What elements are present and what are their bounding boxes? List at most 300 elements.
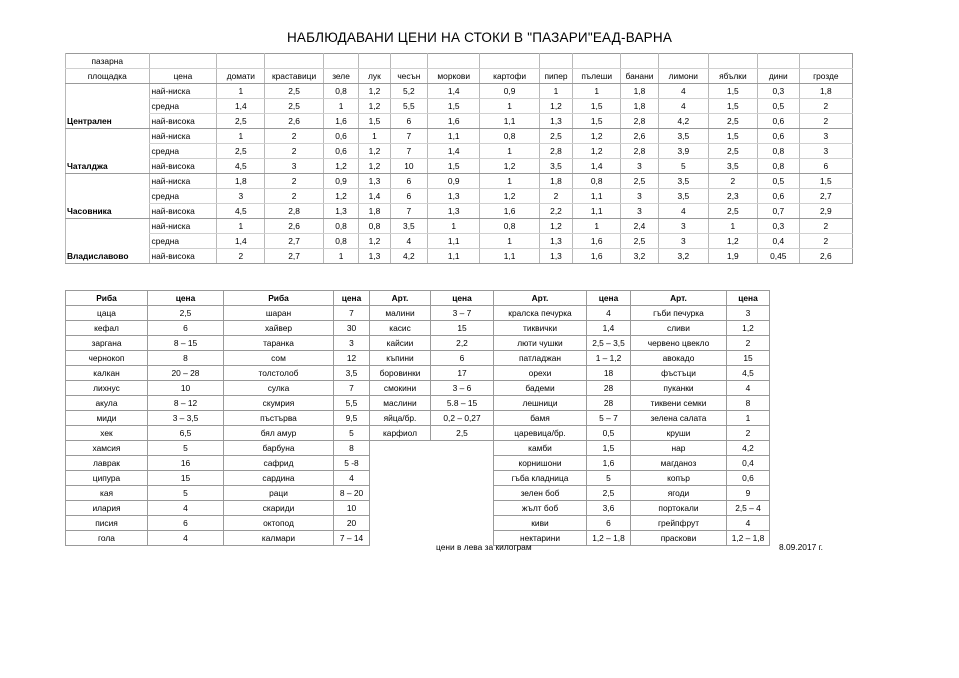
goods-price: 8 <box>148 351 224 366</box>
goods-header-row <box>66 291 770 306</box>
goods-price: 20 <box>334 516 370 531</box>
goods-price: 5 <box>148 486 224 501</box>
goods-name: царевица/бр. <box>494 426 587 441</box>
price-cell: 1,6 <box>573 249 621 264</box>
price-cell: 1,2 <box>359 159 390 174</box>
goods-price: 15 <box>727 351 770 366</box>
goods-price: 2,5 – 4 <box>727 501 770 516</box>
price-cell: 6 <box>390 189 428 204</box>
price-cell: 1 <box>428 219 480 234</box>
goods-name: бамя <box>494 411 587 426</box>
goods-row <box>66 381 770 396</box>
price-cell: 0,3 <box>757 219 799 234</box>
market-name: Чаталджа <box>66 159 150 174</box>
price-cell: 3 <box>621 204 659 219</box>
price-cell: 1,2 <box>359 234 390 249</box>
report-date: 8.09.2017 г. <box>779 542 823 552</box>
price-cell: 3,5 <box>658 129 708 144</box>
price-cell: 1,5 <box>573 99 621 114</box>
goods-name: тиквички <box>494 321 587 336</box>
goods-name: сардина <box>224 471 334 486</box>
price-cell: 1 <box>480 174 539 189</box>
price-cell: 1,2 <box>359 144 390 159</box>
price-cell: 1,4 <box>428 144 480 159</box>
price-cell: 0,6 <box>323 144 358 159</box>
goods-name: лешници <box>494 396 587 411</box>
price-cell: 1 <box>539 84 572 99</box>
price-cell: 1,2 <box>573 129 621 144</box>
goods-row <box>66 396 770 411</box>
goods-name: шаран <box>224 306 334 321</box>
price-cell: 5,2 <box>390 84 428 99</box>
price-cell: 0,5 <box>757 174 799 189</box>
goods-price: 9,5 <box>334 411 370 426</box>
price-cell: 3 <box>799 144 852 159</box>
goods-price: 3 <box>727 306 770 321</box>
goods-name: касис <box>370 321 431 336</box>
column-header: чесън <box>390 69 428 84</box>
price-cell: 1 <box>323 99 358 114</box>
header-spacer <box>265 54 323 69</box>
price-cell: 3 <box>217 189 265 204</box>
market-row <box>66 159 853 174</box>
price-cell: 1,2 <box>539 219 572 234</box>
goods-price: 28 <box>587 396 631 411</box>
header-spacer <box>149 54 217 69</box>
price-cell: 2,5 <box>265 99 323 114</box>
goods-row <box>66 456 770 471</box>
goods-name: портокали <box>631 501 727 516</box>
goods-row <box>66 321 770 336</box>
goods-price: 17 <box>431 366 494 381</box>
price-cell: 2,3 <box>708 189 757 204</box>
goods-price: 6 <box>587 516 631 531</box>
goods-price: 4,5 <box>727 366 770 381</box>
goods-price: 1 <box>727 411 770 426</box>
goods-name: корнишони <box>494 456 587 471</box>
column-header: моркови <box>428 69 480 84</box>
header-spacer <box>217 54 265 69</box>
price-cell: 1,1 <box>428 249 480 264</box>
goods-name: гъба кладница <box>494 471 587 486</box>
goods-price: 5 <box>148 441 224 456</box>
goods-price: 3 – 6 <box>431 381 494 396</box>
price-cell: 0,6 <box>757 189 799 204</box>
goods-price: 5 – 7 <box>587 411 631 426</box>
column-header: лук <box>359 69 390 84</box>
price-level: най-ниска <box>149 219 217 234</box>
goods-name: магданоз <box>631 456 727 471</box>
price-cell: 1,3 <box>428 204 480 219</box>
price-cell: 2,2 <box>539 204 572 219</box>
goods-column-header: Арт. <box>494 291 587 306</box>
market-row <box>66 129 853 144</box>
goods-name <box>370 471 431 486</box>
goods-price: 3 <box>334 336 370 351</box>
price-cell: 1 <box>480 144 539 159</box>
goods-price: 8 – 12 <box>148 396 224 411</box>
goods-price: 2,5 <box>587 486 631 501</box>
price-cell: 0,8 <box>323 84 358 99</box>
goods-name: бадеми <box>494 381 587 396</box>
market-name <box>66 84 150 99</box>
price-cell: 1 <box>573 219 621 234</box>
price-cell: 2,6 <box>265 114 323 129</box>
goods-row <box>66 306 770 321</box>
goods-row <box>66 516 770 531</box>
price-cell: 1,9 <box>708 249 757 264</box>
price-cell: 1,3 <box>359 174 390 189</box>
price-cell: 4 <box>658 99 708 114</box>
market-name <box>66 129 150 144</box>
goods-row <box>66 471 770 486</box>
price-cell: 1,6 <box>480 204 539 219</box>
goods-column-header: цена <box>727 291 770 306</box>
header-row-2 <box>66 69 853 84</box>
goods-column-header: Риба <box>224 291 334 306</box>
price-cell: 2,8 <box>621 144 659 159</box>
price-cell: 2 <box>799 114 852 129</box>
goods-name <box>370 456 431 471</box>
goods-name: калмари <box>224 531 334 546</box>
goods-price: 7 <box>334 381 370 396</box>
goods-price: 1,2 <box>727 321 770 336</box>
price-cell: 2,5 <box>217 144 265 159</box>
goods-price: 8 – 20 <box>334 486 370 501</box>
goods-name: лаврак <box>66 456 148 471</box>
goods-name: патладжан <box>494 351 587 366</box>
goods-name: ягоди <box>631 486 727 501</box>
price-cell: 1,8 <box>621 99 659 114</box>
header-spacer <box>799 54 852 69</box>
price-cell: 2,8 <box>539 144 572 159</box>
price-cell: 0,9 <box>480 84 539 99</box>
goods-column-header: Арт. <box>370 291 431 306</box>
goods-name: сулка <box>224 381 334 396</box>
goods-name: люти чушки <box>494 336 587 351</box>
goods-price: 8 <box>334 441 370 456</box>
goods-price: 12 <box>334 351 370 366</box>
price-cell: 1 <box>480 234 539 249</box>
price-cell: 0,3 <box>757 84 799 99</box>
goods-price: 4 <box>727 381 770 396</box>
price-cell: 0,9 <box>323 174 358 189</box>
goods-name: круши <box>631 426 727 441</box>
goods-price: 5.8 – 15 <box>431 396 494 411</box>
goods-price: 4 <box>727 516 770 531</box>
goods-name: нектарини <box>494 531 587 546</box>
price-cell: 1,2 <box>480 159 539 174</box>
price-level: средна <box>149 99 217 114</box>
goods-price: 6 <box>148 516 224 531</box>
price-cell: 0,7 <box>757 204 799 219</box>
price-cell: 4 <box>658 84 708 99</box>
goods-name: жълт боб <box>494 501 587 516</box>
goods-name: таранка <box>224 336 334 351</box>
price-cell: 1,6 <box>573 234 621 249</box>
price-cell: 1,1 <box>428 129 480 144</box>
column-header: пипер <box>539 69 572 84</box>
price-cell: 1,5 <box>799 174 852 189</box>
market-row <box>66 204 853 219</box>
market-name <box>66 219 150 234</box>
market-row <box>66 144 853 159</box>
goods-name: толстолоб <box>224 366 334 381</box>
goods-name <box>370 516 431 531</box>
goods-column-header: цена <box>148 291 224 306</box>
price-cell: 6 <box>390 114 428 129</box>
price-cell: 2,5 <box>708 204 757 219</box>
goods-name: гола <box>66 531 148 546</box>
goods-price: 10 <box>148 381 224 396</box>
price-cell: 0,8 <box>757 144 799 159</box>
price-cell: 1,2 <box>539 99 572 114</box>
goods-price: 2 <box>727 336 770 351</box>
market-row <box>66 84 853 99</box>
price-cell: 3 <box>621 189 659 204</box>
goods-name: раци <box>224 486 334 501</box>
goods-column-header: цена <box>334 291 370 306</box>
goods-price: 20 – 28 <box>148 366 224 381</box>
price-cell: 0,8 <box>480 219 539 234</box>
goods-price: 3,6 <box>587 501 631 516</box>
price-cell: 1,6 <box>323 114 358 129</box>
goods-name: зелен боб <box>494 486 587 501</box>
market-name: Централен <box>66 114 150 129</box>
market-row <box>66 114 853 129</box>
goods-name: авокадо <box>631 351 727 366</box>
goods-price: 6 <box>148 321 224 336</box>
price-cell: 1,2 <box>708 234 757 249</box>
goods-price: 1,2 – 1,8 <box>587 531 631 546</box>
goods-price <box>431 441 494 456</box>
goods-name: кайсии <box>370 336 431 351</box>
price-cell: 1,2 <box>359 84 390 99</box>
goods-price: 4 <box>587 306 631 321</box>
goods-price: 3,5 <box>334 366 370 381</box>
price-level: най-ниска <box>149 84 217 99</box>
goods-price: 4,2 <box>727 441 770 456</box>
goods-name: малини <box>370 306 431 321</box>
price-cell: 1,4 <box>428 84 480 99</box>
price-cell: 1,8 <box>359 204 390 219</box>
column-header: лимони <box>658 69 708 84</box>
price-cell: 1,1 <box>573 189 621 204</box>
price-cell: 0,5 <box>757 99 799 114</box>
price-cell: 1,1 <box>480 249 539 264</box>
price-cell: 2,5 <box>708 114 757 129</box>
column-header: краставици <box>265 69 323 84</box>
price-cell: 1,8 <box>621 84 659 99</box>
goods-name: червено цвекло <box>631 336 727 351</box>
goods-name: кралска печурка <box>494 306 587 321</box>
price-cell: 1,2 <box>359 99 390 114</box>
goods-price: 5 <box>587 471 631 486</box>
goods-name: скумрия <box>224 396 334 411</box>
goods-name: пъстърва <box>224 411 334 426</box>
goods-price: 3 – 3,5 <box>148 411 224 426</box>
price-cell: 0,8 <box>757 159 799 174</box>
price-cell: 1,4 <box>359 189 390 204</box>
column-header: пълеши <box>573 69 621 84</box>
goods-price: 0,6 <box>727 471 770 486</box>
price-cell: 5 <box>658 159 708 174</box>
price-cell: 1,3 <box>539 234 572 249</box>
goods-price <box>431 486 494 501</box>
price-cell: 2 <box>265 189 323 204</box>
goods-price: 15 <box>148 471 224 486</box>
price-cell: 1,3 <box>359 249 390 264</box>
price-cell: 1,2 <box>480 189 539 204</box>
price-cell: 1,3 <box>323 204 358 219</box>
goods-name: кефал <box>66 321 148 336</box>
price-cell: 3,2 <box>621 249 659 264</box>
header-spacer <box>573 54 621 69</box>
goods-price: 0,4 <box>727 456 770 471</box>
price-cell: 3 <box>658 234 708 249</box>
goods-name: боровинки <box>370 366 431 381</box>
goods-price: 16 <box>148 456 224 471</box>
price-cell: 1,5 <box>428 99 480 114</box>
price-cell: 2,5 <box>539 129 572 144</box>
price-cell: 3,5 <box>658 189 708 204</box>
goods-name: миди <box>66 411 148 426</box>
price-cell: 6 <box>390 174 428 189</box>
market-name <box>66 174 150 189</box>
price-cell: 1,4 <box>217 99 265 114</box>
price-cell: 2,5 <box>708 144 757 159</box>
price-cell: 1 <box>480 99 539 114</box>
goods-name: барбуна <box>224 441 334 456</box>
price-cell: 1,1 <box>480 114 539 129</box>
price-cell: 2,5 <box>621 234 659 249</box>
goods-name: илария <box>66 501 148 516</box>
price-cell: 1,8 <box>217 174 265 189</box>
goods-name: хек <box>66 426 148 441</box>
price-cell: 2,6 <box>265 219 323 234</box>
goods-price: 1,5 <box>587 441 631 456</box>
price-cell: 2 <box>799 219 852 234</box>
price-cell: 7 <box>390 204 428 219</box>
goods-name: къпини <box>370 351 431 366</box>
price-cell: 4,2 <box>658 114 708 129</box>
goods-row <box>66 531 770 546</box>
price-cell: 0,4 <box>757 234 799 249</box>
goods-row <box>66 366 770 381</box>
market-row <box>66 174 853 189</box>
header-spacer <box>658 54 708 69</box>
price-cell: 5,5 <box>390 99 428 114</box>
goods-name: нар <box>631 441 727 456</box>
price-level: най-висока <box>149 249 217 264</box>
goods-price: 15 <box>431 321 494 336</box>
price-cell: 2 <box>265 174 323 189</box>
price-cell: 1,6 <box>428 114 480 129</box>
price-cell: 2 <box>708 174 757 189</box>
goods-name: фъстъци <box>631 366 727 381</box>
price-cell: 3,5 <box>708 159 757 174</box>
goods-price: 5 <box>334 426 370 441</box>
goods-name: гъби печурка <box>631 306 727 321</box>
goods-name: копър <box>631 471 727 486</box>
goods-name <box>370 486 431 501</box>
goods-price: 0,2 – 0,27 <box>431 411 494 426</box>
goods-price: 1 – 1,2 <box>587 351 631 366</box>
price-cell: 3 <box>265 159 323 174</box>
price-cell: 3,2 <box>658 249 708 264</box>
price-cell: 2,5 <box>265 84 323 99</box>
goods-name: киви <box>494 516 587 531</box>
market-header-line1: пазарна <box>66 54 150 69</box>
goods-price: 30 <box>334 321 370 336</box>
price-cell: 1 <box>217 84 265 99</box>
price-cell: 3,5 <box>658 174 708 189</box>
price-cell: 0,6 <box>757 129 799 144</box>
price-level: най-ниска <box>149 129 217 144</box>
price-cell: 2 <box>539 189 572 204</box>
price-cell: 1,5 <box>359 114 390 129</box>
market-name: Часовника <box>66 204 150 219</box>
goods-price <box>431 471 494 486</box>
header-spacer <box>621 54 659 69</box>
header-spacer <box>428 54 480 69</box>
goods-column-header: Арт. <box>631 291 727 306</box>
price-cell: 6 <box>799 159 852 174</box>
market-name <box>66 189 150 204</box>
goods-row <box>66 411 770 426</box>
price-cell: 0,8 <box>573 174 621 189</box>
price-cell: 4,5 <box>217 159 265 174</box>
market-row <box>66 249 853 264</box>
price-level: средна <box>149 144 217 159</box>
price-cell: 2 <box>217 249 265 264</box>
header-spacer <box>539 54 572 69</box>
goods-price <box>431 501 494 516</box>
price-cell: 1,5 <box>708 84 757 99</box>
price-level: най-висока <box>149 159 217 174</box>
price-cell: 0,9 <box>428 174 480 189</box>
price-cell: 1,3 <box>428 189 480 204</box>
price-cell: 4 <box>390 234 428 249</box>
price-level: средна <box>149 234 217 249</box>
goods-price: 2 <box>727 426 770 441</box>
goods-price: 2,5 <box>431 426 494 441</box>
header-spacer <box>359 54 390 69</box>
market-name <box>66 234 150 249</box>
price-cell: 2,8 <box>621 114 659 129</box>
price-cell: 4 <box>658 204 708 219</box>
column-header: ябълки <box>708 69 757 84</box>
price-cell: 3,5 <box>539 159 572 174</box>
goods-price: 4 <box>148 501 224 516</box>
header-spacer <box>390 54 428 69</box>
market-row <box>66 234 853 249</box>
price-cell: 1,5 <box>708 99 757 114</box>
price-cell: 1,8 <box>539 174 572 189</box>
goods-name: тиквени семки <box>631 396 727 411</box>
price-cell: 10 <box>390 159 428 174</box>
goods-name: маслини <box>370 396 431 411</box>
market-row <box>66 99 853 114</box>
column-header: домати <box>217 69 265 84</box>
price-cell: 1,2 <box>323 159 358 174</box>
goods-price: 4 <box>334 471 370 486</box>
market-name <box>66 99 150 114</box>
goods-row <box>66 486 770 501</box>
price-cell: 1,5 <box>708 129 757 144</box>
header-spacer <box>757 54 799 69</box>
price-cell: 1,3 <box>539 114 572 129</box>
